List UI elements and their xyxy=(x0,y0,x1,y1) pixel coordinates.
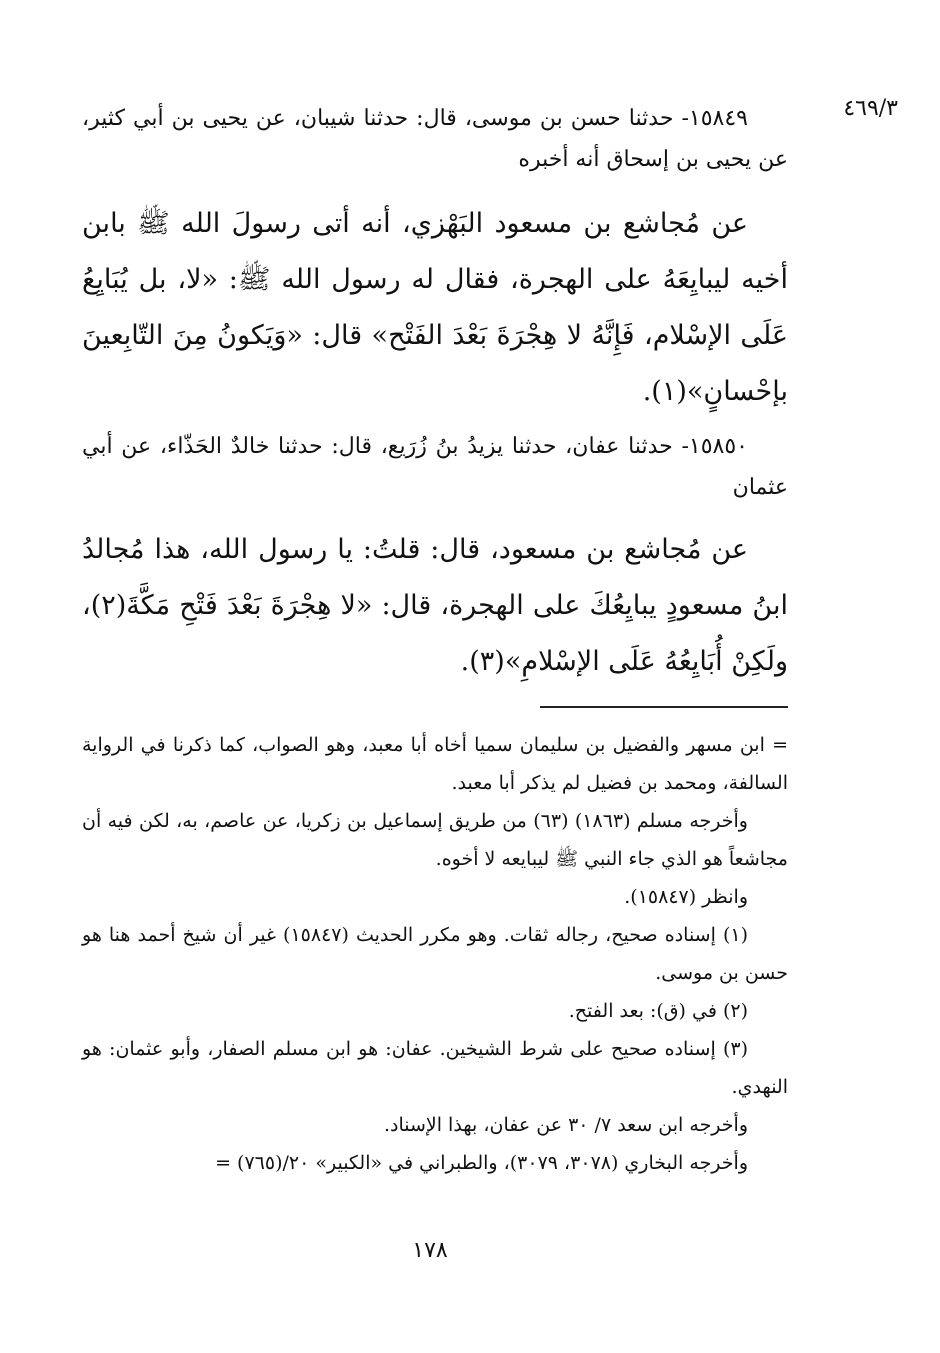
footnote-paragraph: وأخرجه ابن سعد ٧/ ٣٠ عن عفان، بهذا الإسناد. xyxy=(383,1114,748,1136)
footnote-paragraph: وأخرجه مسلم (١٨٦٣) (٦٣) من طريق إسماعيل بن زكريا، عن عاصم، به، لكن فيه أن مجاشعاً هو الذي جاء النبي ﷺ ليبايعه لا أخوه. xyxy=(82,810,788,870)
hadith-15850-text xyxy=(82,522,788,690)
matn-text: عن مُجاشع بن مسعود البَهْزي، أنه أتى رسولَ الله ﷺ بابن أخيه ليبايِعَهُ على الهجرة، فقال له رسول الله ﷺ: «لا، بل يُبَايِعُ عَلَى الإسْلام، فَإِنَّهُ لا هِجْرَةَ بَعْدَ الفَتْح» قال: «وَيَكونُ مِنَ التّابِعينَ بإحْسانٍ»(١). xyxy=(82,208,788,407)
footnote-paragraph: وأخرجه البخاري (٣٠٧٨، ٣٠٧٩)، والطبراني في «الكبير» ٢٠/(٧٦٥) = xyxy=(215,1152,748,1174)
footnote-paragraph: وانظر (١٥٨٤٧). xyxy=(624,886,748,908)
hadith-15849-chain xyxy=(82,98,788,180)
chain-text: ١٥٨٥٠- حدثنا عفان، حدثنا يزيدُ بنُ زُرَيع، قال: حدثنا خالدٌ الحَذّاء، عن أبي عثمان xyxy=(82,434,788,500)
footnote-separator xyxy=(540,706,788,708)
hadith-15850-chain xyxy=(82,426,788,508)
volume-page-reference: ٤٦٩/٣ xyxy=(843,96,898,121)
footnotes xyxy=(82,726,788,1182)
footnote-continuation: = ابن مسهر والفضيل بن سليمان سميا أخاه أبا معبد، وهو الصواب، كما ذكرنا في الرواية السالفة، ومحمد بن فضيل لم يذكر أبا معبد. xyxy=(82,734,788,794)
footnote-1: (١) إسناده صحيح، رجاله ثقات. وهو مكرر الحديث (١٥٨٤٧) غير أن شيخ أحمد هنا هو حسن بن موسى. xyxy=(82,924,788,984)
footnote-2: (٢) في (ق): بعد الفتح. xyxy=(568,1000,748,1022)
chain-text: ١٥٨٤٩- حدثنا حسن بن موسى، قال: حدثنا شيبان، عن يحيى بن أبي كثير، عن يحيى بن إسحاق أنه أخبره xyxy=(82,106,788,172)
page-number: ١٧٨ xyxy=(412,1238,448,1263)
footnote-3: (٣) إسناده صحيح على شرط الشيخين. عفان: هو ابن مسلم الصفار، وأبو عثمان: هو النهدي. xyxy=(82,1038,788,1098)
hadith-15849-text xyxy=(82,196,788,420)
matn-text: عن مُجاشع بن مسعود، قال: قلتُ: يا رسول الله، هذا مُجالدُ ابنُ مسعودٍ يبايِعُكَ على الهجرة، قال: «لا هِجْرَةَ بَعْدَ فَتْحِ مَكَّةَ(٢)، ولَكِنْ أُبَايِعُهُ عَلَى الإسْلامِ»(٣). xyxy=(82,534,788,677)
